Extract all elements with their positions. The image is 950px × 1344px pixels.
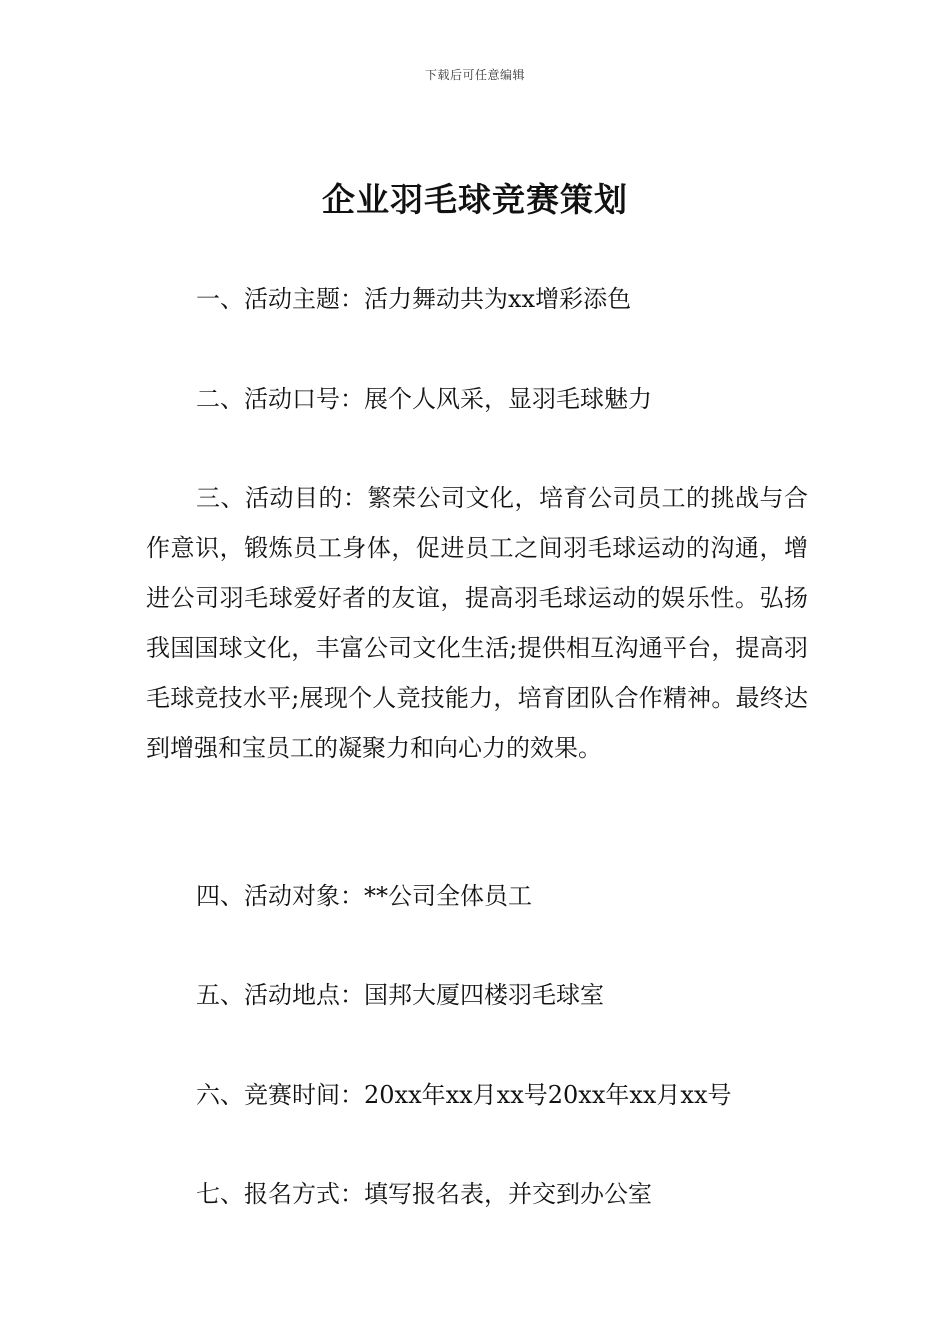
header-note: 下载后可任意编辑 bbox=[424, 68, 525, 82]
section-activity-participants: 四、活动对象：**公司全体员工 bbox=[196, 882, 532, 910]
section-registration-method: 七、报名方式：填写报名表，并交到办公室 bbox=[196, 1180, 652, 1208]
section-activity-theme: 一、活动主题：活力舞动共为xx增彩添色 bbox=[196, 285, 632, 313]
section-activity-slogan: 二、活动口号：展个人风采，显羽毛球魅力 bbox=[196, 385, 652, 413]
section-activity-purpose: 三、活动目的：繁荣公司文化，培育公司员工的挑战与合作意识，锻炼员工身体，促进员工之间羽毛球运动的沟通，增进公司羽毛球爱好者的友谊，提高羽毛球运动的娱乐性。弘扬我国国球文化，丰富公司文化生活;提供相互沟通平台，提高羽毛球竞技水平;展现个人竞技能力，培育团队合作精神。最终达到增强和宝员工的凝聚力和向心力的效果。 bbox=[146, 484, 808, 762]
section-competition-time: 六、竞赛时间：20xx年xx月xx号20xx年xx月xx号 bbox=[196, 1081, 732, 1109]
document-title: 企业羽毛球竞赛策划 bbox=[322, 180, 628, 219]
section-activity-location: 五、活动地点：国邦大厦四楼羽毛球室 bbox=[196, 981, 604, 1009]
